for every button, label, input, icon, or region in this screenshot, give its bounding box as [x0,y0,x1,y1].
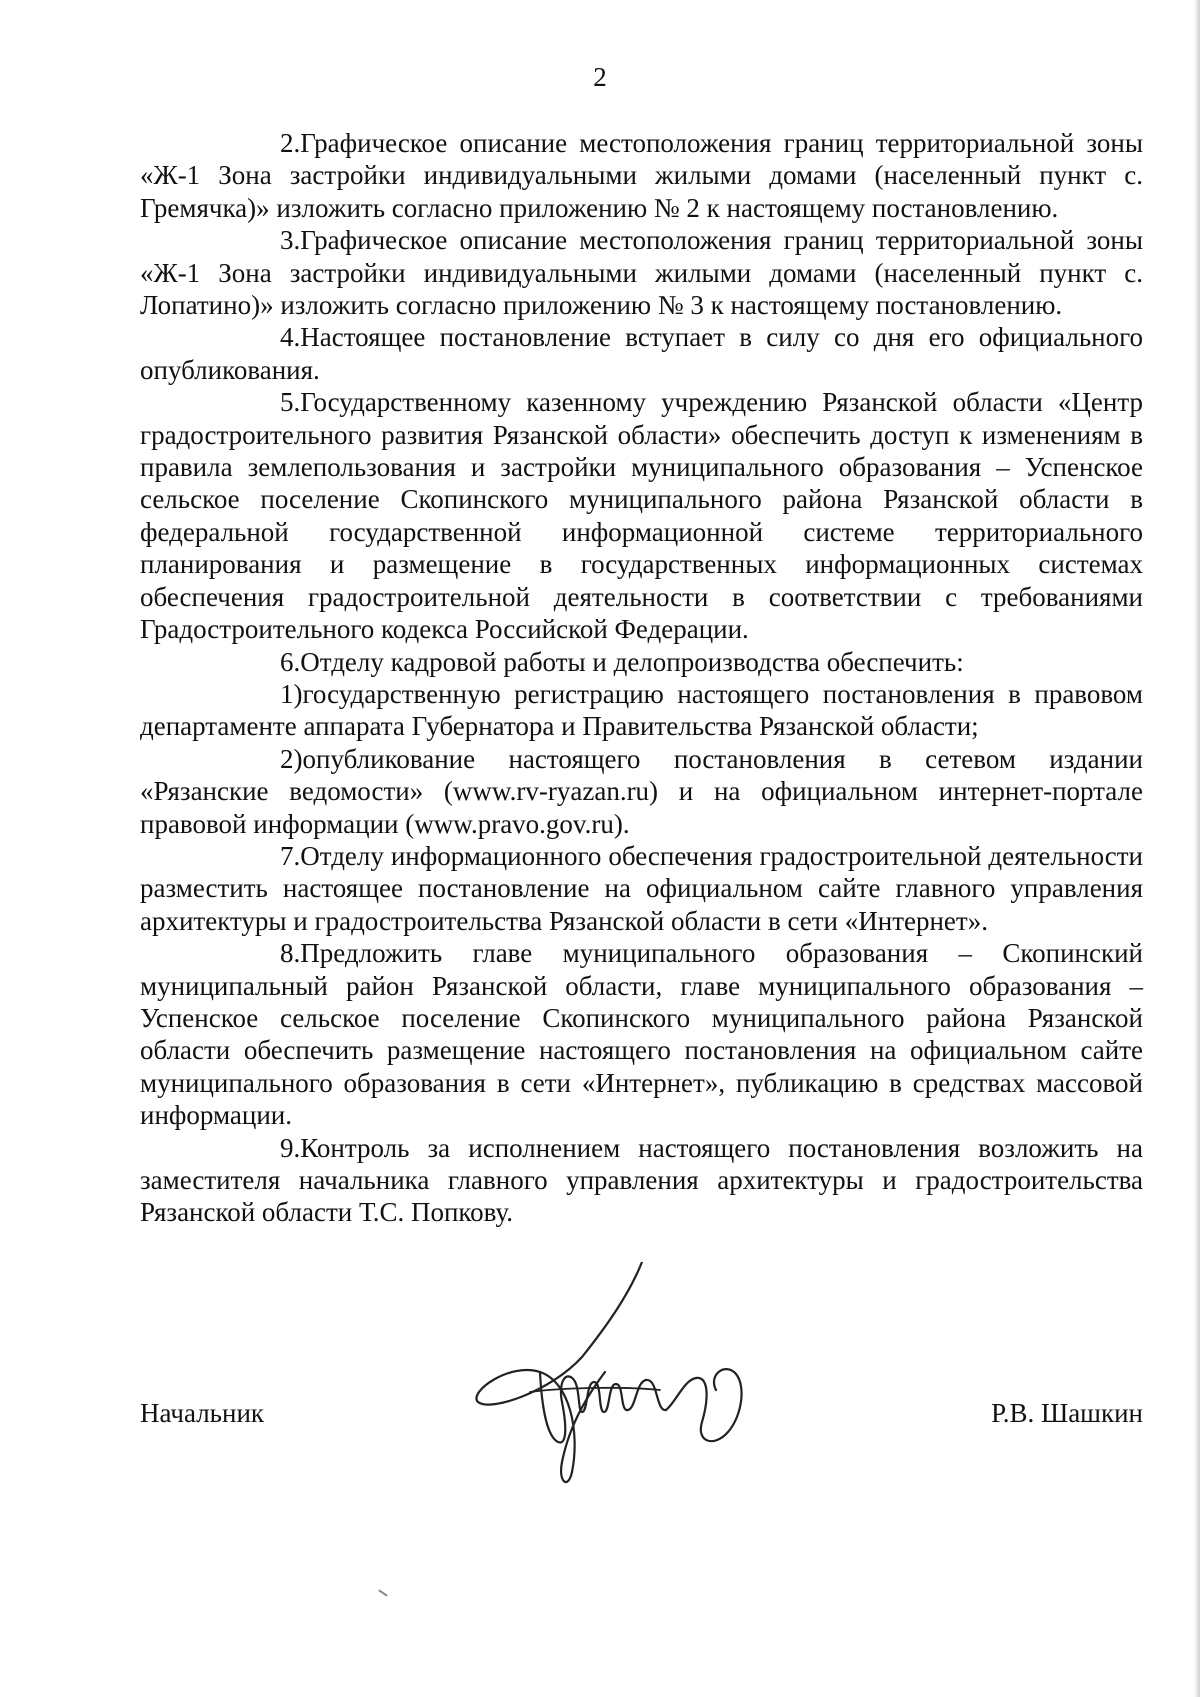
paragraph-9 [140,1132,1143,1229]
paragraph-2 [140,127,1143,224]
paragraph-6 [140,646,1143,678]
paragraph-text: Отделу кадровой работы и делопроизводства обеспечить: [300,646,964,677]
paragraph-text: государственную регистрацию настоящего постановления в правовом департаменте аппарата Губернатора и Правительства Рязанской области; [140,678,1143,742]
document-body [140,127,1143,1229]
paragraph-text: Контроль за исполнением настоящего постановления возложить на заместителя начальника главного управления архитектуры и градостроительства Рязанской области Т.С. Попкову. [140,1132,1143,1228]
paragraph-7 [140,840,1143,937]
paragraph-8 [140,937,1143,1131]
paragraph-number: 5. [280,387,301,418]
paragraph-text: Графическое описание местоположения границ территориальной зоны «Ж-1 Зона застройки индивидуальными жилыми домами (населенный пункт с. Лопатино)» изложить согласно приложению № 3 к настоящему постановлению. [140,225,1143,321]
subparagraph-1 [140,678,1143,743]
paragraph-number: 3. [280,225,301,256]
paragraph-text: Отделу информационного обеспечения градостроительной деятельности разместить настоящее постановление на официальном сайте главного управления архитектуры и градостроительства Рязанской области в сети «Интернет». [140,840,1143,936]
paragraph-number: 2. [280,128,301,158]
paragraph-5 [140,386,1143,645]
paragraph-number: 8. [280,938,301,969]
paragraph-number: 7. [280,840,301,871]
paragraph-number: 9. [280,1132,301,1163]
subparagraph-2 [140,743,1143,840]
signatory-title: Начальник [140,1398,265,1428]
signatory-name: Р.В. Шашкин [991,1398,1143,1428]
page-number: 2 [593,62,607,92]
paragraph-3 [140,224,1143,321]
paragraph-number: 1) [280,678,303,709]
paragraph-text: Графическое описание местоположения границ территориальной зоны «Ж-1 Зона застройки индивидуальными жилыми домами (населенный пункт с. Гремячка)» изложить согласно приложению № 2 к настоящему постановлению. [140,128,1143,223]
paragraph-number: 4. [280,322,301,353]
paragraph-number: 6. [280,646,301,677]
paragraph-text: Государственному казенному учреждению Рязанской области «Центр градостроительного развития Рязанской области» обеспечить доступ к изменениям в правила землепользования и застройки муниципального образования – Успенское сельское поселение Скопинского муниципального района Рязанской области в федеральной государственной информационной системе территориального планирования и размещение в государственных информационных системах обеспечения градостроительной деятельности в соответствии с требованиями Градостроительного кодекса Российской Федерации. [140,387,1143,645]
paragraph-text: опубликование настоящего постановления в сетевом издании «Рязанские ведомости» (www.rv-ryazan.ru) и на официальном интернет-портале правовой информации (www.pravo.gov.ru). [140,743,1143,839]
paragraph-text: Предложить главе муниципального образования – Скопинский муниципальный район Рязанской области, главе муниципального образования – Успенское сельское поселение Скопинского муниципального района Рязанской области обеспечить размещение настоящего постановления на официальном сайте муниципального образования в сети «Интернет», публикацию в средствах массовой информации. [140,938,1143,1131]
signature-block [140,1398,1143,1458]
paragraph-number: 2) [280,743,303,774]
scan-speck [378,1589,387,1596]
paragraph-4 [140,321,1143,386]
paragraph-text: Настоящее постановление вступает в силу со дня его официального опубликования. [140,322,1143,385]
scan-edge-shadow [1194,0,1200,1697]
